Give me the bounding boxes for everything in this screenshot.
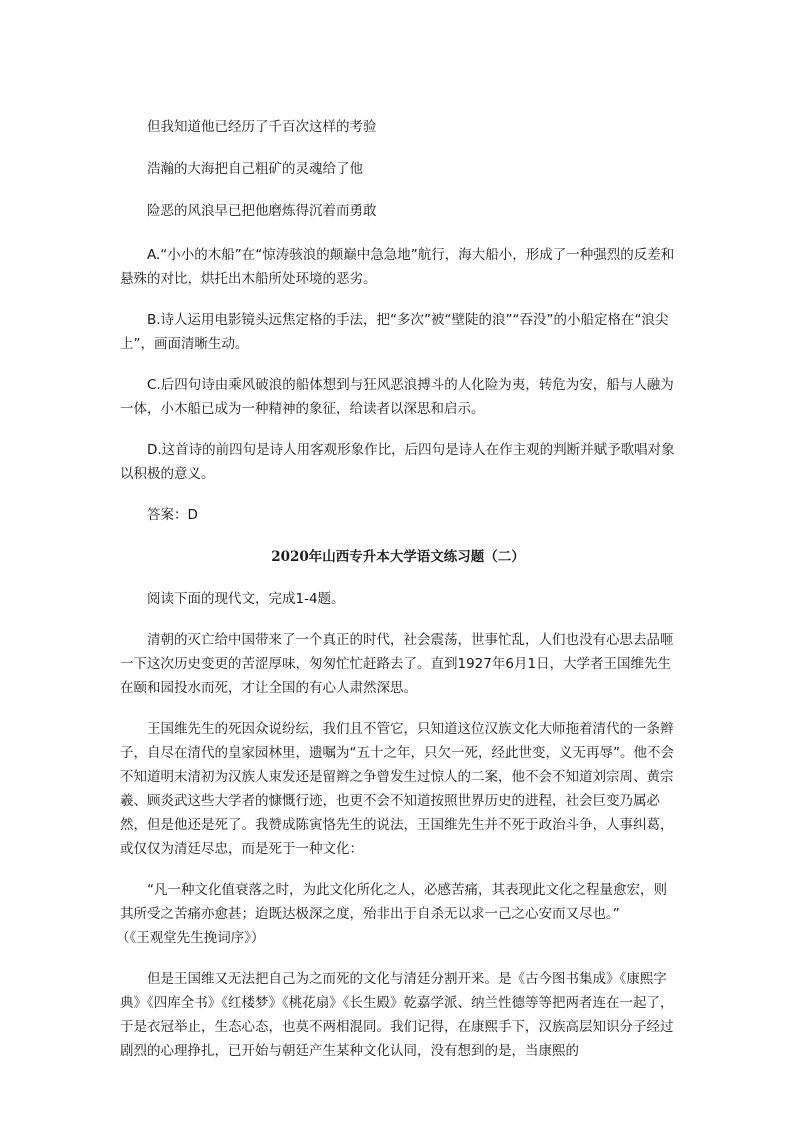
- poem-line-1: 但我知道他已经历了千百次这样的考验: [147, 119, 377, 135]
- quote: “凡一种文化值衰落之时，为此文化所化之人，必感苦痛，其表现此文化之程量愈宏，则其所受之苦痛亦愈甚；迨既达极深之度，殆非出于自杀无以求一己之心安而又尽也。”: [120, 882, 667, 922]
- option-b: B.诗人运用电影镜头远焦定格的手法，把“多次”被“壁陡的浪”“吞没”的小船定格在“浪尖上”，画面清晰生动。: [120, 312, 669, 352]
- section-title: 2020年山西专升本大学语文练习题（二）: [271, 549, 525, 565]
- quote-source: （《王观堂先生挽词序》）: [116, 930, 265, 946]
- option-d: D.这首诗的前四句是诗人用客观形象作比，后四句是诗人在作主观的判断并赋予歌唱对象以积极的意义。: [120, 442, 675, 482]
- poem-line-3: 险恶的风浪早已把他磨炼得沉着而勇敢: [147, 203, 377, 219]
- paragraph-2: 王国维先生的死因众说纷纭，我们且不管它，只知道这位汉族文化大师拖着清代的一条辫子，自尽在清代的皇家园林里，遗嘱为“五十之年，只欠一死，经此世变，义无再辱”。他不会不知道明末清初为汉族人束发还是留辫之争曾发生过惊人的二案，他不会不知道刘宗周、黄宗羲、顾炎武这些大学者的慷慨行迹，也更不会不知道按照世界历史的进程，社会巨变乃属必然，但是他还是死了。我赞成陈寅恪先生的说法，王国维先生并不死于政治斗争，人事纠葛，或仅仅为清廷尽忠，而是死于一种文化：: [120, 721, 674, 857]
- paragraph-1: 清朝的灭亡给中国带来了一个真正的时代，社会震荡，世事忙乱，人们也没有心思去品咂一下这次历史变更的苦涩厚味，匆匆忙忙赶路去了。直到1927年6月1日，大学者王国维先生在颐和园投水而死，才让全国的有心人肃然深思。: [120, 632, 674, 696]
- instruction: 阅读下面的现代文，完成1-4题。: [147, 591, 345, 607]
- poem-line-2: 浩瀚的大海把自己粗矿的灵魂给了他: [147, 161, 363, 177]
- option-c: C.后四句诗由乘风破浪的船体想到与狂风恶浪搏斗的人化险为夷，转危为安，船与人融为一体，小木船已成为一种精神的象征，给读者以深思和启示。: [120, 377, 674, 417]
- answer: 答案：D: [147, 507, 198, 523]
- document-page: [116, 115, 676, 1063]
- paragraph-3: 但是王国维又无法把自己为之而死的文化与清廷分割开来。是《古今图书集成》《康熙字典》《四库全书》《红楼梦》《桃花扇》《长生殿》乾嘉学派、纳兰性德等等把两者连在一起了，于是衣冠举止，生态心态，也莫不两相混同。我们记得，在康熙手下，汉族高层知识分子经过剧烈的心理挣扎，已开始与朝廷产生某种文化认同，没有想到的是，当康熙的: [120, 971, 674, 1059]
- option-a: A.“小小的木船”在“惊涛骇浪的颠巅中急急地”航行，海大船小，形成了一种强烈的反差和悬殊的对比，烘托出木船所处环境的恶劣。: [120, 247, 675, 287]
